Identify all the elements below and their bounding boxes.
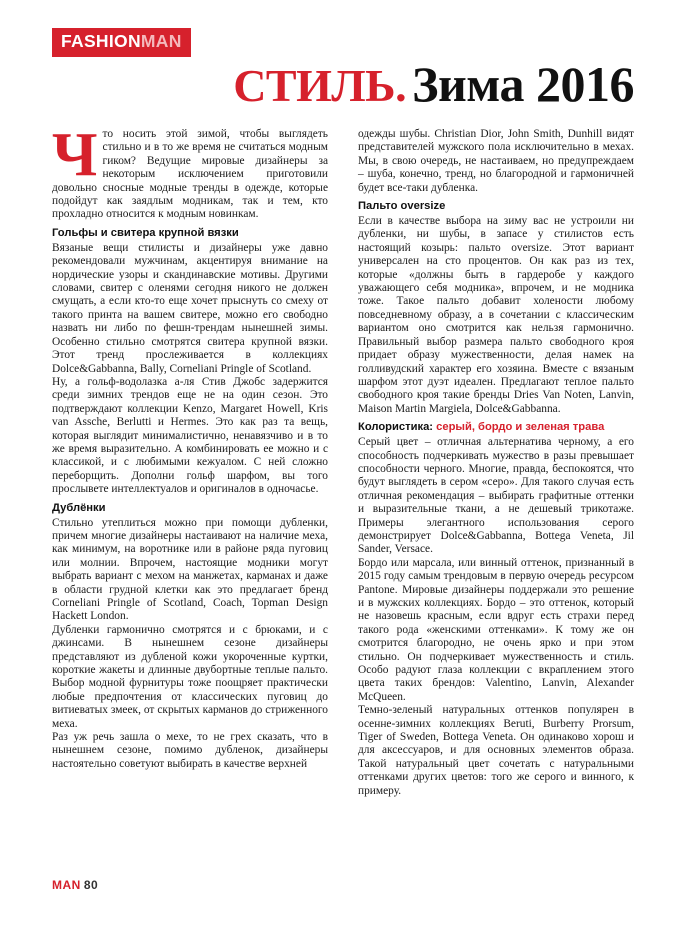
masthead-bold: FASHION [61, 31, 141, 51]
paragraph-bordeaux: Бордо или марсала, или винный оттенок, признанный в 2015 году самым трендовым в первую очередь ресурсом Pantone. Мировые дизайнеры поддержали это решение и в мужских коллекциях. Бордо – это оттенок, который не назовешь красным, если вдруг есть страхи перед такого рода «женскими оттенками». К тому же он смотрится благородно, не очень ярко и при этом стильно. Он подчеркивает мужественность и стиль. Особо радуют глаза коллекции с вкраплением этого цвета таких брендов: Valentino, Lanvin, Alexander McQueen. [358, 556, 634, 703]
page-title [233, 55, 634, 113]
page-footer [52, 878, 98, 892]
subheading-colors [358, 420, 634, 435]
right-column [358, 128, 634, 798]
title-main: СТИЛЬ. [233, 60, 407, 111]
subheading-knitwear: Гольфы и свитера крупной вязки [52, 226, 239, 239]
paragraph-sheepskin-3: Раз уж речь зашла о мехе, то не грех сказать, что в нынешнем сезоне, помимо дубленок, дизайнеры настоятельно советуют выбирать в качестве верхней [52, 731, 328, 770]
subheading-colors-plain: Колористика: [358, 421, 437, 434]
paragraph-knitwear-2: Ну, а гольф-водолазка а-ля Стив Джобс задержится среди зимних трендов еще не на один сезон. Это подтверждают коллекции Kenzo, Margaret Howell, Kris van Assche, Berlutti и Hermes. Это как раз та вещь, которая выглядит минималистично, ненавязчиво и в то же время выразительно. А комбинировать ее можно и с классикой, и с любимыми кежуалом. С ней сложно переборщить. Дополни гольф шарфом, вы того прослывете интеллектуалов и оригиналов в одночасье. [52, 375, 328, 496]
paragraph-oversize-coat: Если в качестве выбора на зиму вас не устроили ни дубленки, ни шубы, в запасе у стилистов есть настоящий козырь: пальто oversize. Этот вариант универсален на сто процентов. Он как раз из тех, которые «должны быть в гардеробе у каждого уважающего себя модника», впрочем, и не модника тоже. Такое пальто добавит холености любому повседневному образу, а в сочетании с классическим вариантом оно смотрится как нельзя гармонично. Правильный выбор размера пальто свободного кроя придает образу мужественности, делая намек на голливудский характер его хозяина. Вместе с вязаным шарфом этот дуэт идеален. Предлагают теплое пальто свободного кроя такие бренды Dries Van Noten, Lanvin, Maison Martin Margiela, Dolce&Gabbanna. [358, 215, 634, 415]
drop-cap: Ч [52, 121, 98, 189]
paragraph-green: Темно-зеленый натуральных оттенков популярен в осенне-зимних коллекциях Beruti, Burberry Prorsum, Tiger of Sweden, Bottega Veneta. Он одинаково хорош и для аксессуаров, и для основных элементов образа. Такой натуральный цвет сочетать с натуральными оттенками других цветов: того же серого и винного, к примеру. [358, 704, 634, 797]
subheading-oversize-coat: Пальто oversize [358, 200, 446, 213]
footer-page-number: 80 [83, 878, 99, 892]
masthead-light: MAN [140, 31, 182, 51]
paragraph-sheepskin-2: Дубленки гармонично смотрятся и с брюками, и с джинсами. В нынешнем сезоне дизайнеры представляют из дубленой кожи укороченные куртки, короткие жакеты и длинные двубортные теплые пальто. Выбор модной фурнитуры тоже поощряет практически любые предпочтения от классических пуговиц до витиеватых змеек, от скрытых карманов до стриженного меха. [52, 623, 328, 730]
title-sub: Зима 2016 [412, 56, 634, 112]
paragraph-sheepskin-1: Стильно утеплиться можно при помощи дубленки, причем многие дизайнеры настаивают на наличие меха, как минимум, на воротнике или в районе ряда пуговиц или молнии. Впрочем, настоящие модники могут выбрать вариант с мехом на манжетах, карманах и даже в области грудной клетки как это предлагает бренд Corneliani Pringle of Scotland, Coach, Topman Design Hackett London. [52, 516, 328, 623]
footer-brand: MAN [52, 878, 81, 892]
paragraph-grey: Серый цвет – отличная альтернатива черному, а его способность подчеркивать мужество в разы превышает способности черного. Многие, правда, беспокоятся, что будут выглядеть в сером «серо». Для такого случая есть отличная рекомендация – выбирать графитные оттенки и выразительные ткани, а не дешевый трикотаже. Примеры элегантного использования серого демонстрирует Dolce&Gabbanna, Bottega Veneta, Jil Sander, Versace. [358, 436, 634, 556]
paragraph-furs: одежды шубы. Christian Dior, John Smith, Dunhill видят представителей мужского пола исключительно в мехах. Мы, в свою очередь, не настаиваем, но предупреждаем – шуба, конечно, тренд, но благородной и гармоничней будет все-таки дубленка. [358, 128, 634, 194]
subheading-colors-accent: серый, бордо и зеленая трава [436, 421, 605, 434]
intro-paragraph [52, 121, 328, 222]
masthead-logo [52, 28, 191, 57]
intro-text: то носить этой зимой, чтобы выглядеть стильно и в то же время не считаться модным гиком? Ведущие мировые дизайнеры за некоторым исключением приготовили довольно сносные модные тренды в одежде, которые подойдут как заядлым модникам, так и тем, кто прохладно относится к модным новинкам. [52, 128, 328, 221]
article-body [52, 121, 634, 858]
subheading-sheepskin: Дублёнки [52, 501, 106, 514]
paragraph-knitwear-1: Вязаные вещи стилисты и дизайнеры уже давно рекомендовали мужчинам, акцентируя внимание на нордические узоры и скандинавские мотивы. Другими словами, свитер с оленями сегодня никого не должен смущать, а если кто-то еще хочет прыснуть со смеху от такого принта на вашем свитере, можно его свободно назвать ни либо по фешн-трендам нынешней зимы. Особенно стильно смотрятся свитера крупной вязки. Этот тренд прослеживается в коллекциях Dolce&Gabbanna, Bally, Corneliani Pringle of Scotland. [52, 241, 328, 375]
left-column [52, 121, 328, 771]
